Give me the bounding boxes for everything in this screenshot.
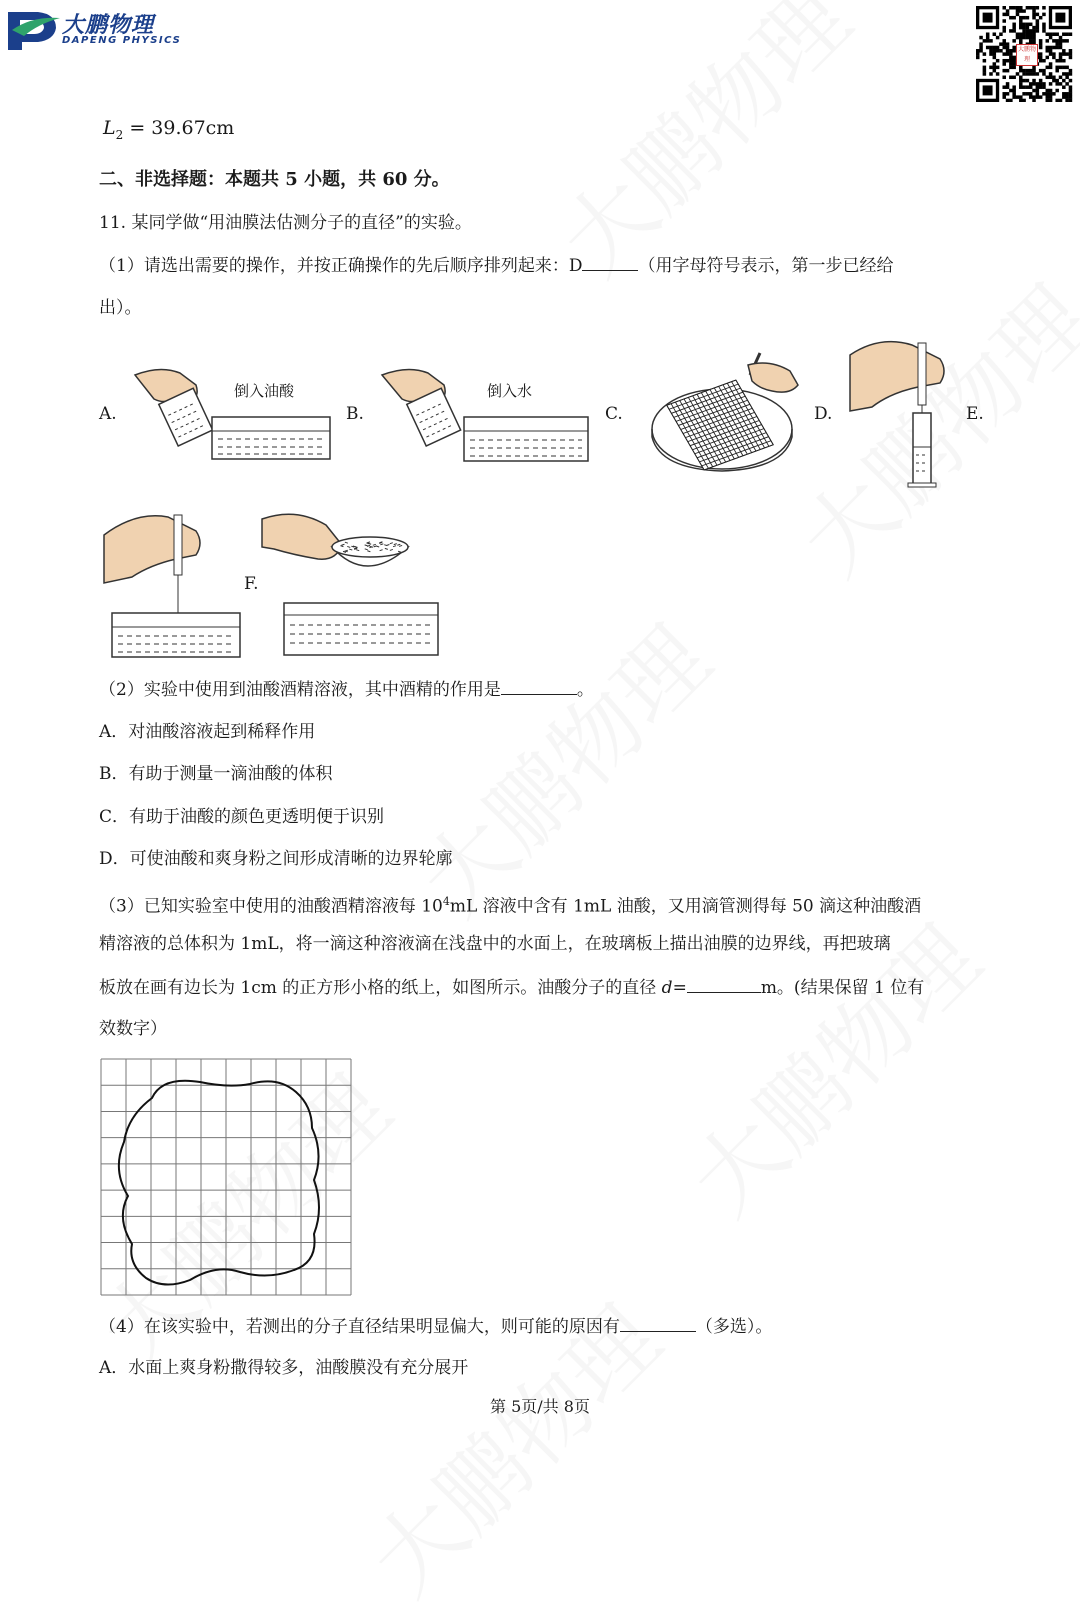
formula-subscript: 2 xyxy=(115,127,124,142)
figure-label-b: B. xyxy=(346,404,364,424)
qr-badge: 大鹏物理 xyxy=(1016,44,1038,66)
step-a-illustration xyxy=(135,369,330,459)
part4-option-a: A．水面上爽身粉撒得较多，油酸膜没有充分展开 xyxy=(99,1358,469,1378)
brand-name-en: DAPENG PHYSICS xyxy=(62,35,182,46)
section-heading xyxy=(99,169,450,191)
part3-line3 xyxy=(99,976,924,999)
part4-text-b: （多选）。 xyxy=(695,1317,773,1337)
section-heading-prefix: 二、非选择题：本题共 xyxy=(99,169,286,190)
step-b-illustration xyxy=(382,369,588,461)
caption-pour-oleic: 倒入油酸 xyxy=(234,382,295,400)
part3-line1 xyxy=(99,891,921,918)
step-f-illustration xyxy=(262,514,438,655)
step-d-illustration xyxy=(850,342,944,487)
part4-stem xyxy=(99,1315,772,1338)
part2-option-d: D．可使油酸和爽身粉之间形成清晰的边界轮廓 xyxy=(99,849,453,869)
page-footer: 第 5页/共 8页 xyxy=(490,1397,590,1416)
figure-label-a: A. xyxy=(99,404,117,424)
part3-exponent: 4 xyxy=(442,895,450,908)
step-e-illustration xyxy=(104,515,240,657)
question-stem: 11. 某同学做“用油膜法估测分子的直径”的实验。 xyxy=(99,213,472,233)
part3-text-c: 板放在画有边长为 1cm 的正方形小格的纸上，如图所示。油酸分子的直径 xyxy=(99,978,662,998)
formula-symbol: L xyxy=(103,117,116,139)
part3-variable: d xyxy=(661,978,673,998)
qr-code xyxy=(976,6,1074,102)
part3-text-b: mL 溶液中含有 1mL 油酸，又用滴管测得每 50 滴这种油酸酒 xyxy=(449,896,922,917)
oil-film-grid xyxy=(100,1058,352,1296)
total-points: 60 xyxy=(382,169,408,190)
part2-stem xyxy=(99,678,594,701)
figure-label-c: C. xyxy=(605,404,623,424)
logo xyxy=(4,6,64,52)
experiment-figure xyxy=(0,335,1080,665)
section-heading-suffix: 分。 xyxy=(407,169,450,190)
answer-blank-1[interactable] xyxy=(582,254,638,271)
grid-lines xyxy=(101,1059,351,1295)
answer-blank-3[interactable] xyxy=(687,976,761,993)
part3-text-d: m。(结果保留 1 位有 xyxy=(760,978,925,998)
logo-icon xyxy=(4,6,64,52)
part2-text-a: （2）实验中使用到油酸酒精溶液，其中酒精的作用是 xyxy=(99,680,501,700)
part1-line1 xyxy=(99,254,893,277)
figure-label-f: F. xyxy=(244,574,259,594)
part1-text-a: （1）请选出需要的操作，并按正确操作的先后顺序排列起来：D xyxy=(99,256,583,276)
brand-name: 大鹏物理 xyxy=(62,13,155,38)
part3-line4: 效数字） xyxy=(99,1019,167,1039)
figure-label-e: E. xyxy=(966,404,984,424)
part2-option-c: C．有助于油酸的颜色更透明便于识别 xyxy=(99,807,385,827)
caption-pour-water: 倒入水 xyxy=(487,382,533,400)
part1-text-b: （用字母符号表示，第一步已经给 xyxy=(638,256,894,276)
part3-text-a: （3）已知实验室中使用的油酸酒精溶液每 10 xyxy=(99,896,443,917)
section-heading-mid: 小题，共 xyxy=(297,169,383,190)
figure-label-d: D. xyxy=(814,404,833,424)
part3-equals: = xyxy=(672,978,687,998)
answer-blank-4[interactable] xyxy=(620,1315,696,1332)
formula-l2 xyxy=(103,117,234,142)
question-count: 5 xyxy=(285,169,298,190)
part4-text-a: （4）在该实验中，若测出的分子直径结果明显偏大，则可能的原因有 xyxy=(99,1317,620,1337)
answer-blank-2[interactable] xyxy=(501,678,577,695)
part2-option-a: A．对油酸溶液起到稀释作用 xyxy=(99,722,316,742)
part2-text-b: 。 xyxy=(576,680,594,700)
part1-line2: 出）。 xyxy=(99,298,142,318)
part2-option-b: B．有助于测量一滴油酸的体积 xyxy=(99,764,333,784)
formula-value: = 39.67cm xyxy=(129,117,235,139)
step-c-illustration xyxy=(652,353,798,471)
part3-line2: 精溶液的总体积为 1mL，将一滴这种溶液滴在浅盘中的水面上，在玻璃板上描出油膜的边界线，再把玻璃 xyxy=(99,934,891,954)
